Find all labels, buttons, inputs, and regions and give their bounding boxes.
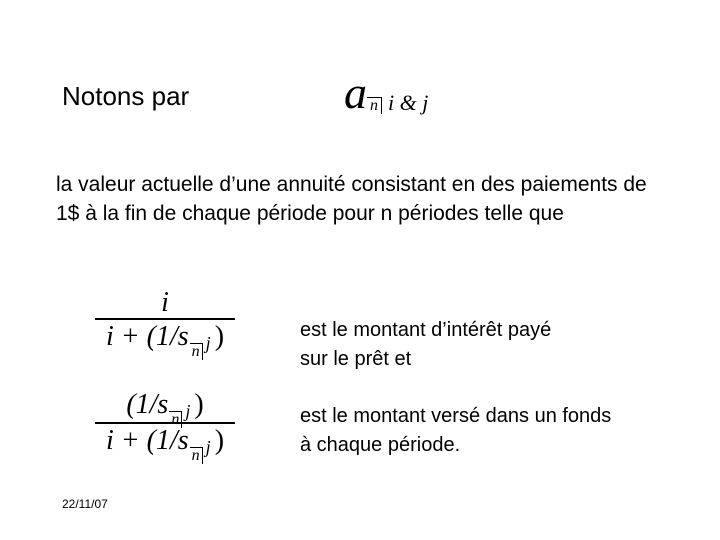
notation-base: a [344,67,367,118]
formula-1-denominator: i + (1/ s n j ) [105,321,225,360]
formula-2 [95,388,235,464]
desc-1 [300,316,551,374]
desc-2 [300,402,611,460]
desc-1-line-2: sur le prêt et [300,348,412,370]
notation-n: n [370,97,378,114]
desc-2-line-2: à chaque période. [300,434,461,456]
formula-2-denominator: i + (1/ s n j ) [105,425,225,464]
intro-paragraph: la valeur actuelle d’une annuité consistant en des paiements de 1$ à la fin de chaque période pour n périodes telle que [56,173,647,225]
formula-1-numerator: i [161,287,169,318]
footer-date: 22/11/07 [62,497,108,511]
desc-2-line-1: est le montant versé dans un fonds [300,405,612,427]
desc-1-line-1: est le montant d’intérêt payé [300,319,552,341]
annuity-notation [344,56,428,116]
formula-1 [95,287,235,360]
formula-2-numerator: (1/ s n j ) [126,389,204,428]
heading-text: Notons par [62,81,190,111]
notation-angle [367,97,382,114]
notation-subscript: i & j [388,90,429,115]
